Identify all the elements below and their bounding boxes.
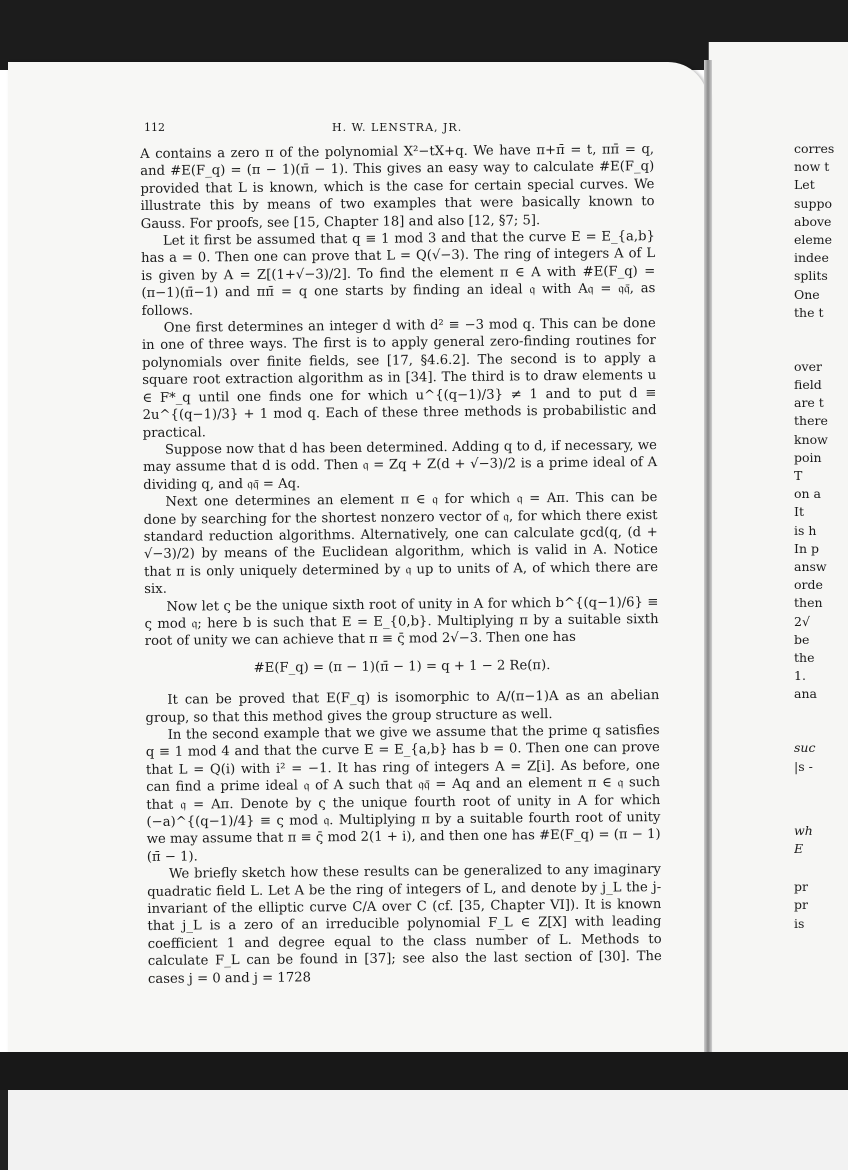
fragment-line: pr [794, 897, 808, 913]
paragraph: Next one determines an element π ∈ 𝔮 for which 𝔮 = Aπ. This can be done by searching for the shortest nonzero vector of 𝔮, for which there exist standard reduction algorithms. Alternatively, one can calculate gcd(q, (d + √−3)/2) by means of the Euclidean algorithm, which is valid in A. Notice that π is only uniquely determined by 𝔮 up to units of A, of which there are six. [143, 490, 659, 598]
paragraph: One first determines an integer d with d² ≡ −3 mod q. This can be done in one of three ways. The first is to apply general zero-finding routines for polynomials over finite fields, see [17, §4.6.2]. The second is to apply a square root extraction algorithm as in [34]. The third is to draw elements u ∈ F*_q until one finds one for which u^{(q−1)/3} ≠ 1 and to put d ≡ 2u^{(q−1)/3} + 1 mod q. Each of these three methods is probabilistic and practical. [141, 316, 657, 441]
fragment-line: be [794, 631, 810, 647]
fragment-line: there [794, 413, 828, 429]
paragraph: Now let ς be the unique sixth root of unity in A for which b^{(q−1)/6} ≡ ς mod 𝔮; here b is such that E = E_{0,b}. Multiplying π by a suitable sixth root of unity we can achieve that π ≡ ς̄ mod 2√−3. Then one has [144, 594, 659, 650]
scan-bottom-edge [0, 1090, 8, 1170]
fragment-line: then [794, 595, 823, 611]
fragment-line: above [794, 213, 832, 229]
fragment-line: corres [794, 141, 835, 156]
paragraph: It can be proved that E(F_q) is isomorphic to A/(π−1)A as an abelian group, so that this method gives the group structure as well. [145, 688, 660, 726]
fragment-line: E [794, 841, 804, 856]
fragment-line: T [794, 468, 803, 483]
fragment-line: It [794, 504, 804, 520]
fragment-line: is h [794, 522, 817, 538]
fragment-line: 1. [794, 668, 806, 684]
running-title: H. W. LENSTRA, JR. [332, 121, 463, 134]
fragment-line: pr [794, 879, 808, 895]
fragment-line: wh [794, 822, 813, 838]
fragment-line: |s - [794, 758, 813, 774]
fragment-line: the t [794, 304, 824, 320]
fragment-line: field [794, 377, 822, 393]
fragment-line: poin [794, 449, 822, 465]
fragment-line: now t [794, 159, 830, 175]
fragment-line: One [794, 286, 820, 302]
body-text [140, 141, 662, 988]
fragment-line: 2√ [794, 613, 810, 629]
facing-page-text [794, 140, 848, 933]
fragment-line: Let [794, 177, 815, 193]
fragment-line: the [794, 649, 815, 665]
book-spine [704, 60, 712, 1060]
paragraph: Suppose now that d has been determined. Adding q to d, if necessary, we may assume that d is odd. Then 𝔮 = Zq + Z(d + √−3)/2 is a prime ideal of A dividing q, and 𝔮𝔮̄ = Aq. [143, 437, 658, 493]
fragment-line: orde [794, 577, 823, 593]
running-head [140, 121, 680, 137]
fragment-line: suppo [794, 195, 832, 211]
fragment-line: In p [794, 540, 819, 556]
fragment-line: answ [794, 558, 827, 574]
fragment-line: eleme [794, 231, 833, 247]
fragment-line: suc [794, 740, 816, 756]
scan-bottom-border [0, 1052, 848, 1090]
fragment-line: are t [794, 395, 824, 411]
fragment-line: know [794, 431, 828, 447]
fragment-line: over [794, 358, 822, 374]
fragment-line: splits [794, 268, 828, 284]
page-number: 112 [144, 121, 165, 134]
paragraph: Let it first be assumed that q ≡ 1 mod 3 and that the curve E = E_{a,b} has a = 0. Then one can prove that L = Q(√−3). The ring of integers A of L is given by A = Z[(1+√−3)/2]. To find the element π ∈ A with #E(F_q) = (π−1)(π̄−1) and ππ̄ = q one starts by finding an ideal 𝔮 with A𝔮 = 𝔮𝔮̄, as follows. [141, 229, 656, 319]
paragraph: A contains a zero π of the polynomial X²−tX+q. We have π+π̄ = t, ππ̄ = q, and #E(F_q) = (π − 1)(π̄ − 1). This gives an easy way to calculate #E(F_q) provided that L is known, which is the case for certain special curves. We illustrate this by means of two examples that were basically known to Gauss. For proofs, see [15, Chapter 18] and also [12, §7; 5]. [140, 142, 655, 232]
fragment-line: on a [794, 486, 822, 502]
fragment-line: indee [794, 250, 829, 266]
scan-bottom-margin [0, 1090, 848, 1170]
paragraph: We briefly sketch how these results can be generalized to any imaginary quadratic field L. Let A be the ring of integers of L, and denote by j_L the j-invariant of the elliptic curve C/A over C (cf. [35, Chapter VI]). It is known that j_L is a zero of an irreducible polynomial F_L ∈ Z[X] with leading coefficient 1 and degree equal to the class number of L. Methods to calculate F_L can be found in [37]; see also the last section of [30]. The cases j = 0 and j = 1728 [147, 862, 662, 987]
display-equation: #E(F_q) = (π − 1)(π̄ − 1) = q + 1 − 2 Re(π). [253, 657, 551, 676]
paragraph: In the second example that we give we assume that the prime q satisfies q ≡ 1 mod 4 and that the curve E = E_{a,b} has b = 0. Then one can prove that L = Q(i) with i² = −1. It has ring of integers A = Z[i]. As before, one can find a prime ideal 𝔮 of A such that 𝔮𝔮̄ = Aq and an element π ∈ 𝔮 such that 𝔮 = Aπ. Denote by ς the unique fourth root of unity in A for which (−a)^{(q−1)/4} ≡ ς mod 𝔮. Multiplying π by a suitable fourth root of unity we may assume that π ≡ ς̄ mod 2(1 + i), and then one has #E(F_q) = (π − 1)(π̄ − 1). [145, 723, 661, 865]
fragment-line: is [794, 915, 805, 931]
fragment-line: ana [794, 686, 817, 702]
